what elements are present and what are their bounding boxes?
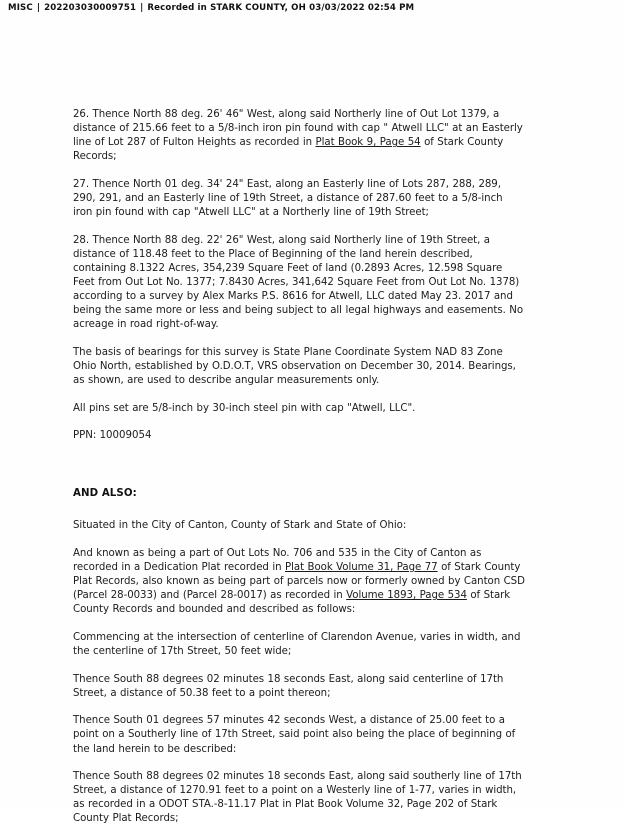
known-as-part3: of Stark County Records and bounded and described as follows: <box>73 590 511 616</box>
known-as-paragraph <box>73 547 525 617</box>
situated-paragraph: Situated in the City of Canton, County of Stark and State of Ohio: <box>73 520 407 532</box>
recording-info: Recorded in STARK COUNTY, OH 03/03/2022 02:54 PM <box>147 3 415 13</box>
recorder-stamp-header <box>8 2 414 14</box>
document-body <box>73 108 525 840</box>
plat-reference-book9: Plat Book 9, Page 54 <box>315 137 421 149</box>
thence-paragraph-3: Thence South 88 degrees 02 minutes 18 seconds East, along said southerly line of 17th Street, a distance of 1270.91 feet to a point on a Westerly line of 1-77, varies in width, as recorded in a ODOT STA.-8-11.17 Plat in Plat Book Volume 32, Page 202 of Stark County Plat Records; <box>73 771 522 825</box>
and-also-heading: AND ALSO: <box>73 488 137 500</box>
header-separator-2: | <box>140 3 144 13</box>
call-26-text-part2: of Stark County Records; <box>73 137 504 163</box>
survey-call-28: 28. Thence North 88 deg. 22' 26" West, along said Northerly line of 19th Street, a distance of 118.48 feet to the Place of Beginning of the land herein described, containing 8.1322 Acres, 354,239 Square Feet of land (0.2893 Acres, 12.598 Square Feet from Out Lot No. 1377; 7.8430 Acres, 341,642 Square Feet from Out Lot No. 1378) according to a survey by Alex Marks P.S. 8616 for Atwell, LLC dated May 23. 2017 and being the same more or less and being subject to all legal highways and easements. No acreage in road right-of-way. <box>73 234 524 331</box>
survey-call-27: 27. Thence North 01 deg. 34' 24" East, along an Easterly line of Lots 287, 288, 289, 290, 291, and an Easterly line of 19th Street, a distance of 287.60 feet to a 5/8-inch iron pin found with cap "Atwell LLC" at a Northerly line of 19th Street; <box>73 178 503 219</box>
plat-reference-volume31: Plat Book Volume 31, Page 77 <box>285 562 438 574</box>
thence-paragraph-2: Thence South 01 degrees 57 minutes 42 seconds West, a distance of 25.00 feet to a point on a Southerly line of 17th Street, said point also being the place of beginning of the land herein to be described: <box>73 715 516 755</box>
pins-set-paragraph: All pins set are 5/8-inch by 30-inch steel pin with cap "Atwell, LLC". <box>73 402 416 414</box>
document-type: MISC <box>8 3 33 13</box>
header-separator-1: | <box>36 3 41 13</box>
known-as-part2: of Stark County Plat Records, also known as being part of parcels now or formerly owned by Canton CSD (Parcel 28-0033) and (Parcel 28-0017) as recorded in <box>73 562 525 602</box>
deed-reference-volume1893: Volume 1893, Page 534 <box>346 590 467 602</box>
call-26-text-part1: 26. Thence North 88 deg. 26' 46" West, along said Northerly line of Out Lot 1379, a distance of 215.66 feet to a 5/8-inch iron pin found with cap " Atwell LLC" at an Easterly line of Lot 287 of Fulton Heights as recorded in <box>73 109 523 149</box>
commencing-paragraph: Commencing at the intersection of centerline of Clarendon Avenue, varies in width, and the centerline of 17th Street, 50 feet wide; <box>73 631 521 658</box>
document-number: 202203030009751 <box>44 3 137 13</box>
basis-of-bearings-paragraph: The basis of bearings for this survey is State Plane Coordinate System NAD 83 Zone Ohio North, established by O.D.O.T, VRS observation on December 30, 2014. Bearings, as shown, are used to describe angular measurements only. <box>73 346 516 386</box>
thence-paragraph-1: Thence South 88 degrees 02 minutes 18 seconds East, along said centerline of 17th Street, a distance of 50.38 feet to a point thereon; <box>73 673 504 699</box>
survey-call-26 <box>73 108 525 164</box>
known-as-part1: And known as being a part of Out Lots No. 706 and 535 in the City of Canton as recorded in a Dedication Plat recorded in <box>73 547 482 574</box>
parcel-number: PPN: 10009054 <box>73 430 152 442</box>
